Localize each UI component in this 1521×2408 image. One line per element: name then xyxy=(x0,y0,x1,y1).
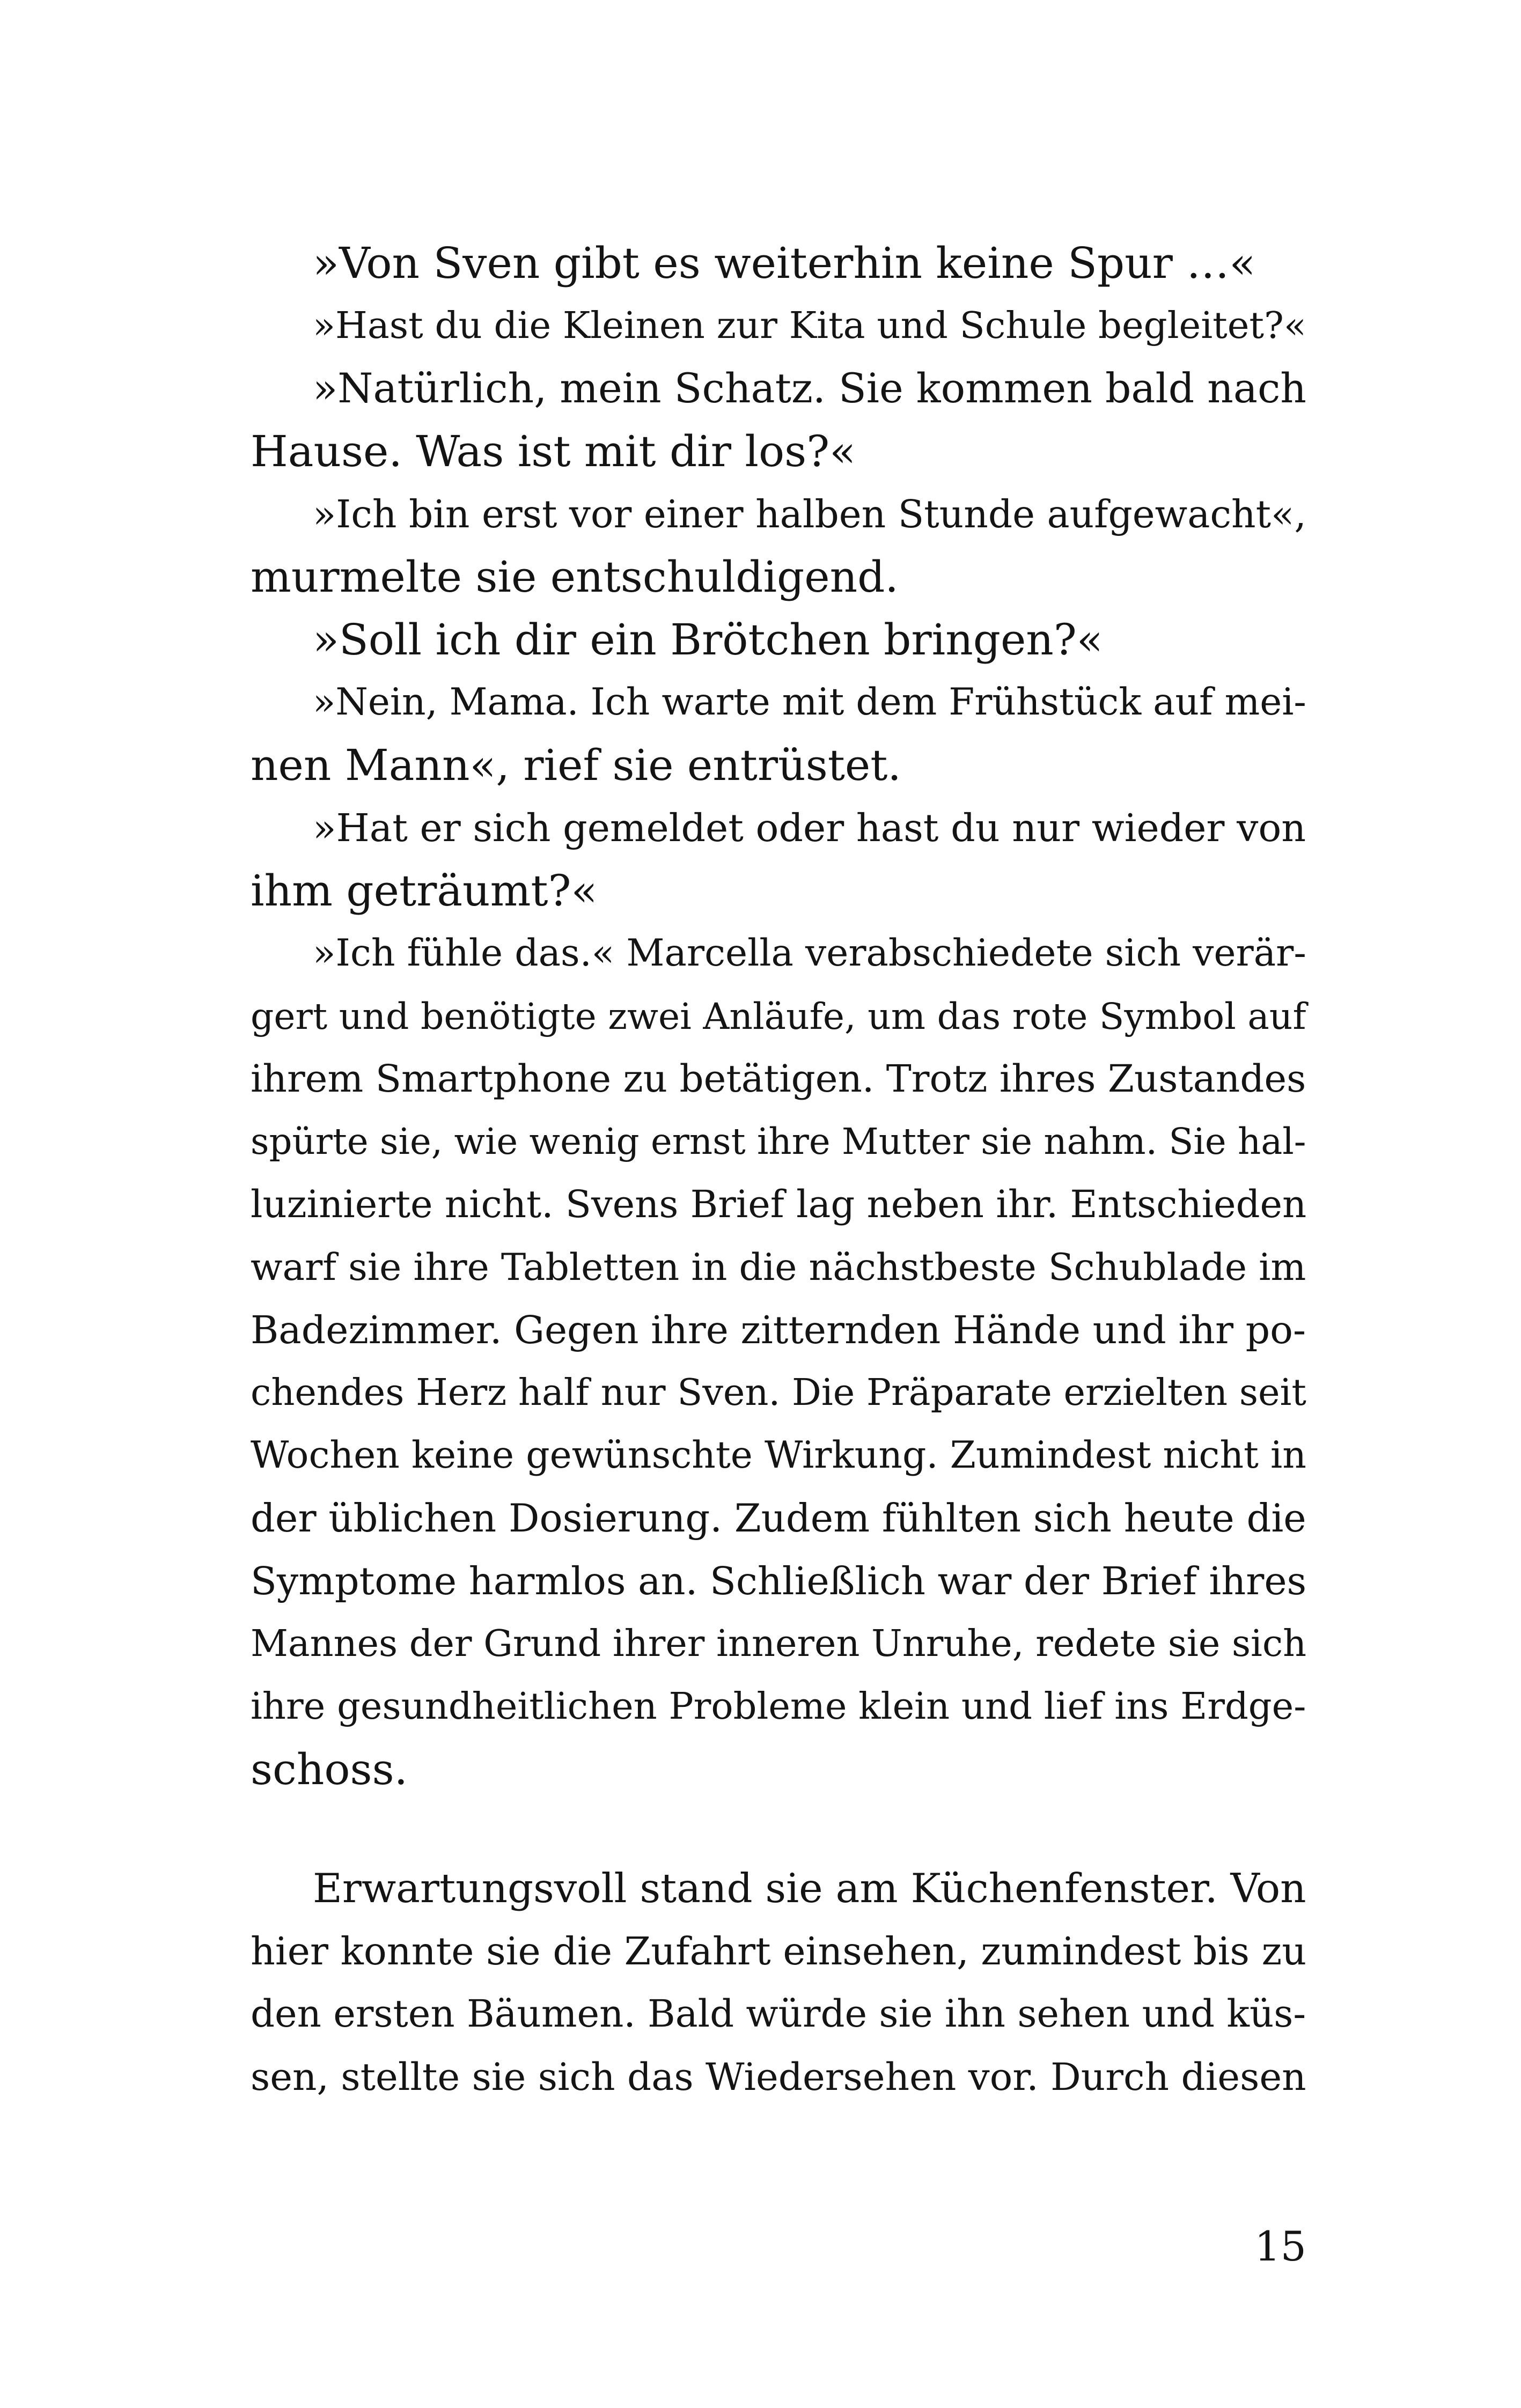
text-line: »Nein, Mama. Ich warte mit dem Frühstück auf mei- xyxy=(313,681,1306,724)
text-line: »Ich fühle das.« Marcella verabschiedete sich verär- xyxy=(313,932,1306,975)
text-line: Badezimmer. Gegen ihre zitternden Hände und ihr po- xyxy=(251,1308,1306,1352)
text-line: warf sie ihre Tabletten in die nächstbeste Schublade im xyxy=(251,1246,1306,1289)
text-line: sen, stellte sie sich das Wiedersehen vor. Durch diesen xyxy=(251,2054,1306,2099)
text-line: spürte sie, wie wenig ernst ihre Mutter sie nahm. Sie hal- xyxy=(251,1121,1306,1162)
text-line: der üblichen Dosierung. Zudem fühlten sich heute die xyxy=(251,1496,1306,1541)
text-line: chendes Herz half nur Sven. Die Präparate erzielten seit xyxy=(251,1371,1306,1414)
text-line: Mannes der Grund ihrer inneren Unruhe, redete sie sich xyxy=(251,1623,1307,1665)
text-line: Erwartungsvoll stand sie am Küchenfenster. Von xyxy=(313,1865,1306,1912)
text-line: ihm geträumt?« xyxy=(251,866,598,916)
text-line: »Hat er sich gemeldet oder hast du nur wieder von xyxy=(313,806,1306,850)
text-line: luzinierte nicht. Svens Brief lag neben ihr. Entschieden xyxy=(251,1182,1307,1226)
text-line: »Von Sven gibt es weiterhin keine Spur …« xyxy=(313,238,1256,288)
text-line: »Soll ich dir ein Brötchen bringen?« xyxy=(313,615,1103,665)
text-line: »Hast du die Kleinen zur Kita und Schule begleitet?« xyxy=(313,304,1306,347)
text-line: den ersten Bäumen. Bald würde sie ihn sehen und küs- xyxy=(251,1992,1306,2036)
page-number: 15 xyxy=(1254,2222,1306,2270)
text-line: nen Mann«, rief sie entrüstet. xyxy=(251,740,901,790)
text-line: »Natürlich, mein Schatz. Sie kommen bald nach xyxy=(313,365,1307,412)
text-line: Wochen keine gewünschte Wirkung. Zumindest nicht in xyxy=(251,1434,1306,1477)
text-line: murmelte sie entschuldigend. xyxy=(251,552,899,602)
text-block-dialogue xyxy=(251,232,1306,1801)
text-line: ihrem Smartphone zu betätigen. Trotz ihres Zustandes xyxy=(251,1057,1306,1101)
text-line: »Ich bin erst vor einer halben Stunde aufgewacht«, xyxy=(313,492,1306,536)
text-line: Hause. Was ist mit dir los?« xyxy=(251,426,856,476)
text-block-new-section xyxy=(251,1857,1306,2108)
text-line: gert und benötigte zwei Anläufe, um das rote Symbol auf xyxy=(251,995,1306,1037)
text-line: Symptome harmlos an. Schließlich war der Brief ihres xyxy=(251,1559,1307,1603)
text-line: ihre gesundheitlichen Probleme klein und lief ins Erdge- xyxy=(251,1685,1306,1728)
text-line: hier konnte sie die Zufahrt einsehen, zumindest bis zu xyxy=(251,1929,1307,1973)
text-line: schoss. xyxy=(251,1744,408,1794)
